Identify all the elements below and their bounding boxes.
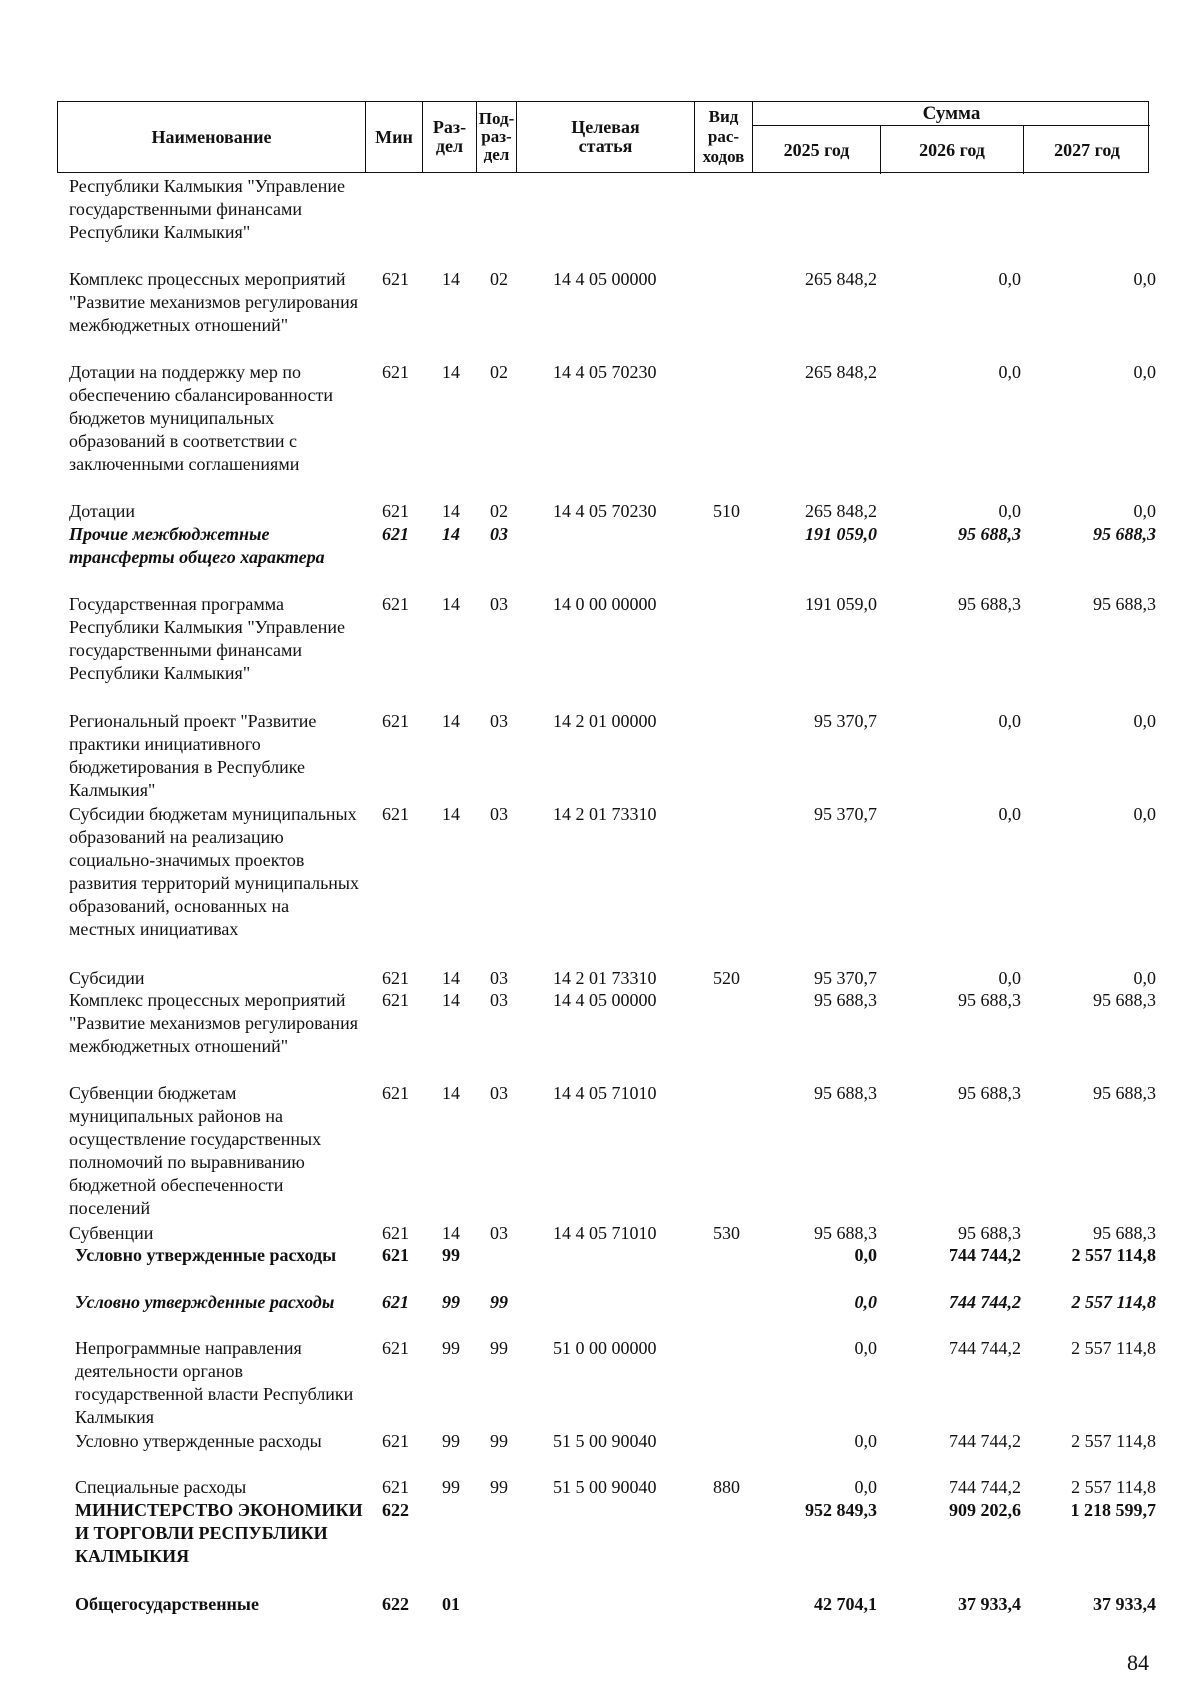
- row-name: Дотации на поддержку мер по обеспечению сбалансированности бюджетов муниципальных образований в соответствии с заключенными соглашениями: [69, 362, 333, 474]
- row-name: Условно утвержденные расходы: [75, 1245, 337, 1265]
- row-min: 621: [382, 362, 409, 382]
- row-name: МИНИСТЕРСТВО ЭКОНОМИКИ И ТОРГОВЛИ РЕСПУБЛИКИ КАЛМЫКИЯ: [75, 1500, 363, 1566]
- row-celevaya: 14 4 05 70230: [553, 362, 657, 382]
- row-name: Комплекс процессных мероприятий "Развитие механизмов регулирования межбюджетных отношений": [69, 269, 358, 335]
- row-value-2025: 42 704,1: [814, 1594, 877, 1614]
- header-year-2025: 2025 год: [753, 126, 881, 174]
- row-value-2026: 0,0: [998, 968, 1021, 988]
- row-vid: 510: [713, 501, 740, 521]
- row-vid: 530: [713, 1223, 740, 1243]
- row-min: 621: [382, 1477, 409, 1497]
- row-podrazdel: 03: [490, 804, 508, 824]
- header-razdel-line2: дел: [435, 136, 464, 156]
- row-name: Специальные расходы: [75, 1477, 247, 1497]
- row-vid: 520: [713, 968, 740, 988]
- row-name: Общегосударственные: [75, 1594, 259, 1614]
- row-value-2025: 0,0: [854, 1245, 877, 1265]
- row-value-2027: 95 688,3: [1093, 990, 1156, 1010]
- row-value-2027: 95 688,3: [1093, 524, 1156, 544]
- row-podrazdel: 03: [490, 524, 508, 544]
- row-value-2025: 0,0: [854, 1338, 877, 1358]
- row-celevaya: 14 4 05 71010: [553, 1223, 657, 1243]
- row-value-2025: 95 370,7: [814, 711, 877, 731]
- row-min: 621: [382, 1292, 409, 1312]
- header-year-2027: 2027 год: [1054, 139, 1120, 160]
- header-min: Мин: [366, 102, 423, 172]
- row-celevaya: 51 5 00 90040: [553, 1477, 657, 1497]
- row-razdel: 99: [442, 1477, 460, 1497]
- row-podrazdel: 03: [490, 990, 508, 1010]
- row-min: 621: [382, 1431, 409, 1451]
- row-value-2026: 909 202,6: [949, 1500, 1021, 1520]
- row-value-2027: 2 557 114,8: [1071, 1431, 1156, 1451]
- row-value-2027: 37 933,4: [1093, 1594, 1156, 1614]
- row-value-2025: 0,0: [854, 1477, 877, 1497]
- header-vid-line3: ходов: [702, 147, 745, 166]
- row-value-2027: 2 557 114,8: [1071, 1292, 1156, 1312]
- row-value-2026: 0,0: [998, 362, 1021, 382]
- row-min: 621: [382, 990, 409, 1010]
- row-razdel: 14: [442, 594, 460, 614]
- row-value-2025: 265 848,2: [805, 269, 877, 289]
- row-value-2027: 2 557 114,8: [1071, 1477, 1156, 1497]
- row-razdel: 14: [442, 1083, 460, 1103]
- row-value-2027: 95 688,3: [1093, 1223, 1156, 1243]
- row-value-2025: 95 688,3: [814, 990, 877, 1010]
- row-value-2026: 0,0: [998, 269, 1021, 289]
- header-celevaya-line2: статья: [578, 136, 633, 156]
- row-value-2026: 744 744,2: [949, 1292, 1021, 1312]
- row-value-2026: 95 688,3: [958, 524, 1021, 544]
- header-celevaya: [517, 102, 695, 172]
- row-value-2027: 1 218 599,7: [1070, 1500, 1156, 1520]
- row-celevaya: 14 4 05 70230: [553, 501, 657, 521]
- row-podrazdel: 03: [490, 1083, 508, 1103]
- row-min: 621: [382, 1338, 409, 1358]
- row-value-2027: 0,0: [1133, 362, 1156, 382]
- row-value-2026: 95 688,3: [958, 1083, 1021, 1103]
- row-podrazdel: 02: [490, 501, 508, 521]
- row-name: Субвенции: [69, 1223, 154, 1243]
- row-min: 621: [382, 594, 409, 614]
- row-value-2026: 95 688,3: [958, 1223, 1021, 1243]
- row-podrazdel: 03: [490, 968, 508, 988]
- row-razdel: 14: [442, 362, 460, 382]
- row-value-2026: 744 744,2: [949, 1245, 1021, 1265]
- row-name: Субсидии бюджетам муниципальных образований на реализацию социально-значимых проектов развития территорий муниципальных образований, основанных на местных инициативах: [69, 804, 360, 939]
- row-razdel: 14: [442, 501, 460, 521]
- row-name: Республики Калмыкия "Управление государственными финансами Республики Калмыкия": [69, 176, 345, 242]
- header-podrazdel-line2: раз-: [481, 127, 512, 146]
- row-podrazdel: 99: [490, 1431, 508, 1451]
- row-podrazdel: 03: [490, 594, 508, 614]
- row-min: 621: [382, 1245, 409, 1265]
- row-name: Государственная программа Республики Калмыкия "Управление государственными финансами Республики Калмыкия": [69, 594, 345, 683]
- row-value-2026: 95 688,3: [958, 594, 1021, 614]
- row-razdel: 14: [442, 269, 460, 289]
- header-year-2026: 2026 год: [881, 126, 1024, 174]
- row-min: 621: [382, 968, 409, 988]
- row-value-2025: 95 688,3: [814, 1223, 877, 1243]
- row-podrazdel: 03: [490, 711, 508, 731]
- row-vid: 880: [713, 1477, 740, 1497]
- row-value-2026: 0,0: [998, 711, 1021, 731]
- row-name: Субвенции бюджетам муниципальных районов на осуществление государственных полномочий по выравниванию бюджетной обеспеченности поселений: [69, 1083, 322, 1218]
- row-razdel: 14: [442, 968, 460, 988]
- row-celevaya: 14 2 01 00000: [553, 711, 657, 731]
- row-podrazdel: 99: [490, 1477, 508, 1497]
- header-razdel: [423, 102, 477, 172]
- row-value-2027: 0,0: [1133, 711, 1156, 731]
- row-razdel: 14: [442, 804, 460, 824]
- header-name: Наименование: [58, 102, 366, 172]
- row-podrazdel: 99: [490, 1338, 508, 1358]
- header-podrazdel-line3: дел: [483, 145, 510, 164]
- row-razdel: 99: [442, 1338, 460, 1358]
- row-min: 621: [382, 1223, 409, 1243]
- row-value-2027: 0,0: [1133, 501, 1156, 521]
- row-celevaya: 14 4 05 00000: [553, 269, 657, 289]
- row-value-2025: 0,0: [854, 1431, 877, 1451]
- row-value-2027: 95 688,3: [1093, 1083, 1156, 1103]
- table-header: [57, 101, 1149, 173]
- page-number: 84: [1127, 1650, 1149, 1675]
- header-razdel-line1: Раз-: [432, 117, 467, 137]
- row-value-2025: 95 370,7: [814, 968, 877, 988]
- row-celevaya: 14 2 01 73310: [553, 968, 657, 988]
- header-summa: Сумма: [753, 102, 1150, 126]
- row-celevaya: 14 4 05 71010: [553, 1083, 657, 1103]
- row-celevaya: 14 2 01 73310: [553, 804, 657, 824]
- row-value-2025: 0,0: [854, 1292, 877, 1312]
- row-min: 621: [382, 804, 409, 824]
- row-razdel: 01: [442, 1594, 460, 1614]
- row-podrazdel: 03: [490, 1223, 508, 1243]
- row-name: Региональный проект "Развитие практики инициативного бюджетирования в Республике Калмыкия": [69, 711, 317, 800]
- row-value-2027: 0,0: [1133, 968, 1156, 988]
- row-name: Субсидии: [69, 968, 145, 988]
- row-value-2025: 191 059,0: [805, 594, 877, 614]
- row-value-2026: 0,0: [998, 804, 1021, 824]
- row-razdel: 14: [442, 1223, 460, 1243]
- row-name: Комплекс процессных мероприятий "Развитие механизмов регулирования межбюджетных отношений": [69, 990, 358, 1056]
- row-podrazdel: 02: [490, 269, 508, 289]
- row-value-2025: 952 849,3: [805, 1500, 877, 1520]
- row-razdel: 99: [442, 1292, 460, 1312]
- row-value-2025: 265 848,2: [805, 362, 877, 382]
- row-celevaya: 14 4 05 00000: [553, 990, 657, 1010]
- row-value-2025: 95 688,3: [814, 1083, 877, 1103]
- row-celevaya: 14 0 00 00000: [553, 594, 657, 614]
- header-podrazdel-line1: Под-: [478, 109, 515, 128]
- row-value-2025: 265 848,2: [805, 501, 877, 521]
- row-celevaya: 51 0 00 00000: [553, 1338, 657, 1358]
- row-min: 622: [382, 1500, 409, 1520]
- row-celevaya: 51 5 00 90040: [553, 1431, 657, 1451]
- header-celevaya-line1: Целевая: [571, 117, 640, 137]
- row-name: Дотации: [69, 501, 136, 521]
- header-vid-line1: Вид: [708, 107, 739, 126]
- row-podrazdel: 02: [490, 362, 508, 382]
- row-value-2026: 37 933,4: [958, 1594, 1021, 1614]
- row-razdel: 99: [442, 1245, 460, 1265]
- row-razdel: 14: [442, 711, 460, 731]
- row-value-2026: 0,0: [998, 501, 1021, 521]
- row-value-2025: 95 370,7: [814, 804, 877, 824]
- row-value-2026: 95 688,3: [958, 990, 1021, 1010]
- row-min: 621: [382, 711, 409, 731]
- header-vid-line2: рас-: [707, 127, 740, 146]
- row-podrazdel: 99: [490, 1292, 508, 1312]
- header-vid: [695, 102, 753, 172]
- row-value-2027: 0,0: [1133, 804, 1156, 824]
- header-podrazdel: [477, 102, 517, 172]
- row-value-2026: 744 744,2: [949, 1431, 1021, 1451]
- row-razdel: 14: [442, 990, 460, 1010]
- row-value-2027: 95 688,3: [1093, 594, 1156, 614]
- row-name: Непрограммные направления деятельности органов государственной власти Республики Калмыкия: [75, 1338, 354, 1427]
- row-value-2027: 0,0: [1133, 269, 1156, 289]
- row-value-2026: 744 744,2: [949, 1477, 1021, 1497]
- row-name: Условно утвержденные расходы: [75, 1431, 322, 1451]
- row-min: 621: [382, 501, 409, 521]
- row-razdel: 99: [442, 1431, 460, 1451]
- row-value-2027: 2 557 114,8: [1071, 1338, 1156, 1358]
- row-min: 622: [382, 1594, 409, 1614]
- row-name: Прочие межбюджетные трансферты общего характера: [69, 524, 325, 567]
- row-min: 621: [382, 524, 409, 544]
- row-razdel: 14: [442, 524, 460, 544]
- row-name: Условно утвержденные расходы: [75, 1292, 335, 1312]
- row-value-2026: 744 744,2: [949, 1338, 1021, 1358]
- row-min: 621: [382, 269, 409, 289]
- row-min: 621: [382, 1083, 409, 1103]
- row-value-2025: 191 059,0: [805, 524, 877, 544]
- row-value-2027: 2 557 114,8: [1071, 1245, 1156, 1265]
